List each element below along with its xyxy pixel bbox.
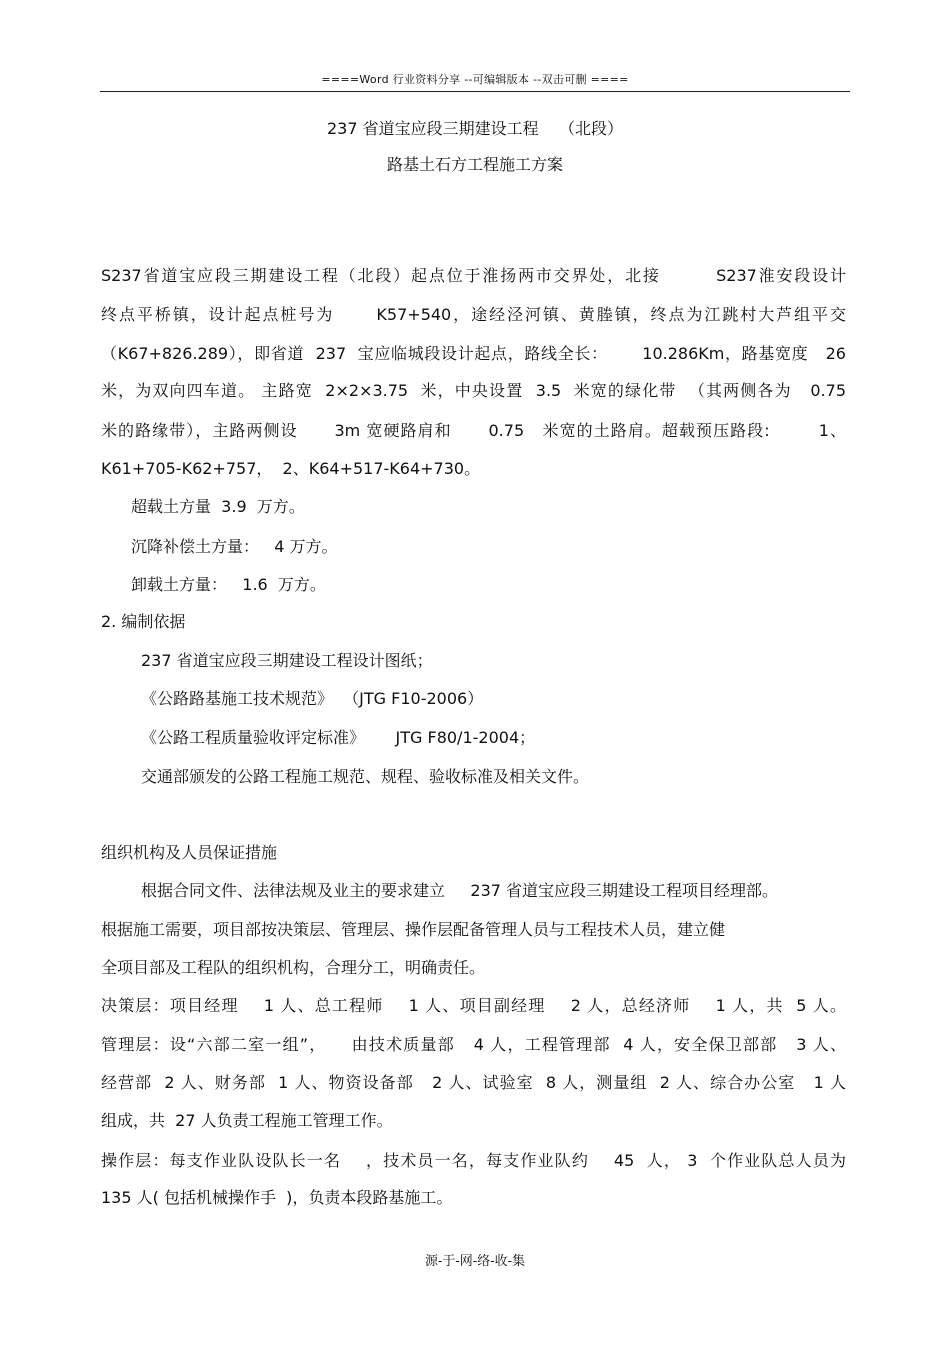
overview-line: 米的路缘带），主路两侧设 3m 宽硬路肩和 0.75 米宽的土路肩。超载预压路段: 1、 <box>101 421 846 440</box>
organization-intro-line: 根据合同文件、法律法规及业主的要求建立 237 省道宝应段三期建设工程项目经理部。 <box>141 881 779 900</box>
organization-intro-line: 全项目部及工程队的组织机构，合理分工，明确责任。 <box>101 958 486 977</box>
decision-layer: 决策层：项目经理 1 人、总工程师 1 人、项目副经理 2 人，总经济师 1 人，共 5 人。 <box>101 996 846 1015</box>
operation-layer-line: 操作层：每支作业队设队长一名 ，技术员一名，每支作业队约 45 人， 3 个作业队总人员为 <box>101 1151 846 1170</box>
basis-item: 《公路工程质量验收评定标准》 JTG F80/1-2004； <box>141 728 536 747</box>
overview-line: （K67+826.289），即省道 237 宝应临城段设计起点，路线全长： 10.286Km，路基宽度 26 <box>101 344 846 363</box>
basis-item: 交通部颁发的公路工程施工规范、规程、验收标准及相关文件。 <box>141 767 590 786</box>
overview-line: 米，为双向四车道。 主路宽 2×2×3.75 米，中央设置 3.5 米宽的绿化带 （其两侧各为 0.75 <box>101 381 846 400</box>
basis-item: 237 省道宝应段三期建设工程设计图纸； <box>141 651 433 670</box>
management-layer-line: 组成，共 27 人负责工程施工管理工作。 <box>101 1111 393 1130</box>
overview-line: 终点平桥镇，设计起点桩号为 K57+540，途经泾河镇、黄塍镇，终点为江跳村大芦组平交 <box>101 305 846 324</box>
overview-line: K61+705-K62+757， 2、K64+517-K64+730。 <box>101 459 481 478</box>
operation-layer-line: 135 人( 包括机械操作手 )，负责本段路基施工。 <box>101 1188 453 1207</box>
basis-item: 《公路路基施工技术规范》 （JTG F10-2006） <box>141 689 484 708</box>
document-subtitle: 路基土石方工程施工方案 <box>386 155 563 174</box>
quantity-item: 超载土方量 3.9 万方。 <box>131 497 305 516</box>
organization-intro-line: 根据施工需要，项目部按决策层、管理层、操作层配备管理人员与工程技术人员，建立健 <box>101 920 726 939</box>
quantity-item: 卸载土方量： 1.6 万方。 <box>131 575 326 594</box>
header-rule <box>100 91 850 92</box>
section-heading-organization: 组织机构及人员保证措施 <box>101 843 278 862</box>
overview-line: S237省道宝应段三期建设工程（北段）起点位于淮扬两市交界处，北接 S237淮安段设计 <box>101 266 846 285</box>
quantity-item: 沉降补偿土方量： 4 万方。 <box>131 537 338 556</box>
management-layer-line: 管理层：设“六部二室一组”， 由技术质量部 4 人，工程管理部 4 人，安全保卫部部 3 人、 <box>101 1035 846 1054</box>
page-footer: 源-于-网-络-收-集 <box>425 1254 525 1269</box>
section-heading-basis: 2. 编制依据 <box>101 612 186 631</box>
document-title: 237 省道宝应段三期建设工程 （北段） <box>327 119 623 138</box>
management-layer-line: 经营部 2 人、财务部 1 人、物资设备部 2 人、试验室 8 人，测量组 2 人、综合办公室 1 人 <box>101 1073 846 1092</box>
page-header: ====Word 行业资料分享 --可编辑版本 --双击可删 ==== <box>321 73 629 86</box>
